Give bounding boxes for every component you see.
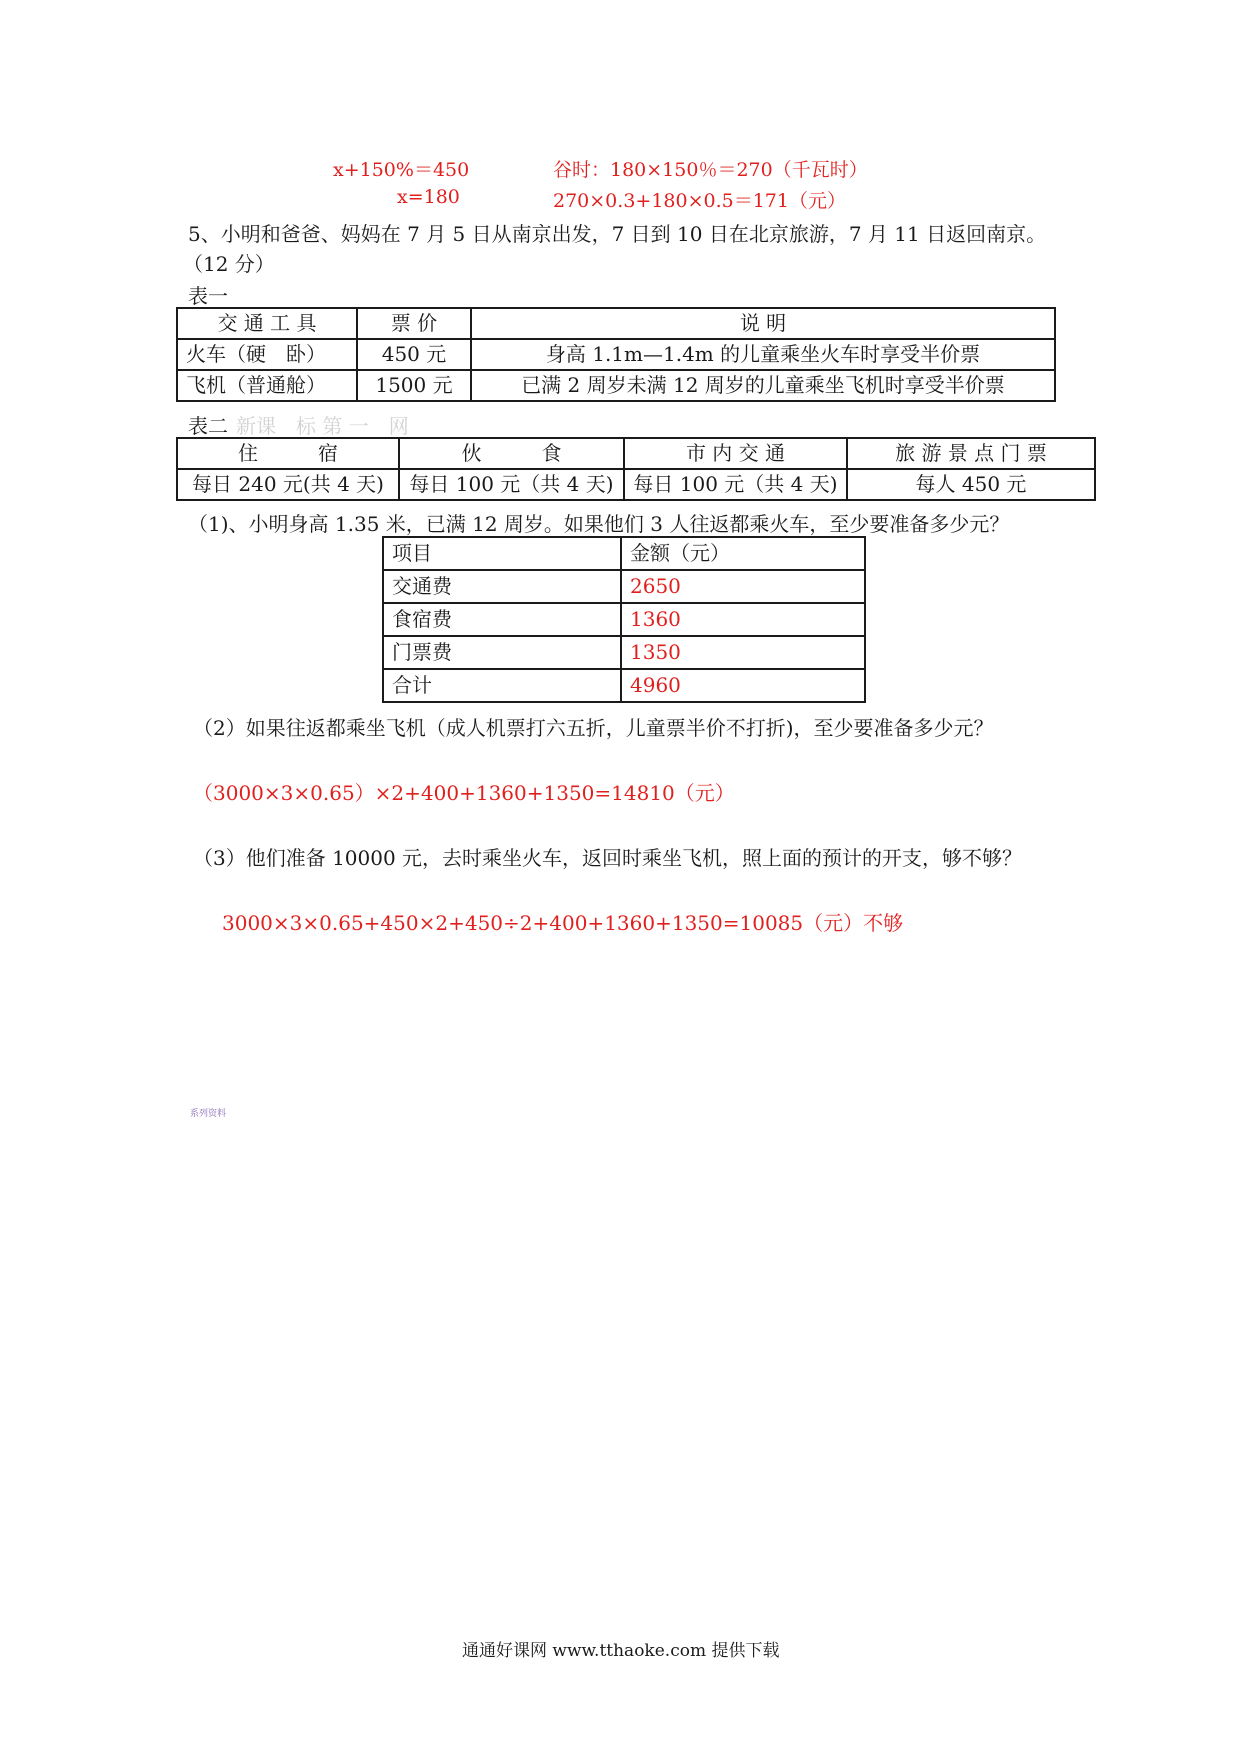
table1-header-cell: 说 明	[471, 308, 1055, 339]
cost-table	[382, 536, 866, 703]
table2-header-cell: 住 宿	[177, 438, 399, 469]
table2-cell: 每日 100 元（共 4 天)	[399, 469, 624, 500]
cost-table-header-cell: 金额（元）	[621, 537, 865, 570]
table2-header-cell: 旅 游 景 点 门 票	[847, 438, 1095, 469]
table2-header-cell: 市 内 交 通	[624, 438, 847, 469]
cost-item-value: 2650	[621, 570, 865, 603]
watermark-text: 新课 标 第 一 网	[236, 414, 409, 438]
sub3-answer: 3000×3×0.65+450×2+450÷2+400+1360+1350=10085（元）不够	[222, 911, 904, 935]
solution-right-line1: 谷时：180×150％＝270（千瓦时）	[553, 159, 868, 181]
sub2-question: （2）如果往返都乘坐飞机（成人机票打六五折，儿童票半价不打折)，至少要准备多少元？	[193, 716, 994, 740]
table-row	[177, 339, 1055, 370]
cost-item-value: 1350	[621, 636, 865, 669]
cost-item-label: 合计	[383, 669, 621, 702]
table2-caption: 表二	[188, 414, 228, 438]
table-row	[177, 370, 1055, 401]
solution-left-line2: x=180	[397, 186, 460, 208]
table-row	[383, 669, 865, 702]
cost-item-value: 4960	[621, 669, 865, 702]
table1-cell: 飞机（普通舱）	[177, 370, 357, 401]
table1-header-cell: 交 通 工 具	[177, 308, 357, 339]
table2	[176, 437, 1096, 501]
cost-item-label: 食宿费	[383, 603, 621, 636]
sub1-question: （1)、小明身高 1.35 米，已满 12 周岁。如果他们 3 人往返都乘火车，至少要准备多少元？	[188, 512, 1010, 536]
table1-header-cell: 票 价	[357, 308, 471, 339]
table1-cell: 已满 2 周岁未满 12 周岁的儿童乘坐飞机时享受半价票	[471, 370, 1055, 401]
cost-item-label: 门票费	[383, 636, 621, 669]
table2-header-cell: 伙 食	[399, 438, 624, 469]
footer-text: 通通好课网 www.tthaoke.com 提供下载	[462, 1641, 780, 1661]
question-5-score: （12 分）	[183, 252, 275, 276]
cost-table-header-row	[383, 537, 865, 570]
table2-header-row	[177, 438, 1095, 469]
table2-cell: 每日 240 元(共 4 天)	[177, 469, 399, 500]
sub3-question: （3）他们准备 10000 元，去时乘坐火车，返回时乘坐飞机，照上面的预计的开支，够不够？	[193, 846, 1023, 870]
solution-left-line1: x+150%＝450	[333, 159, 470, 181]
table1-caption: 表一	[188, 284, 228, 308]
table1-header-row	[177, 308, 1055, 339]
cost-item-value: 1360	[621, 603, 865, 636]
cost-item-label: 交通费	[383, 570, 621, 603]
table-row	[177, 469, 1095, 500]
question-5-text: 5、小明和爸爸、妈妈在 7 月 5 日从南京出发，7 日到 10 日在北京旅游，7 月 11 日返回南京。	[188, 222, 1047, 246]
table2-cell: 每日 100 元（共 4 天)	[624, 469, 847, 500]
table-row	[383, 603, 865, 636]
table1-cell: 身高 1.1m—1.4m 的儿童乘坐火车时享受半价票	[471, 339, 1055, 370]
cost-table-header-cell: 项目	[383, 537, 621, 570]
table1-cell: 1500 元	[357, 370, 471, 401]
table1-cell: 450 元	[357, 339, 471, 370]
table2-cell: 每人 450 元	[847, 469, 1095, 500]
table1	[176, 307, 1056, 402]
solution-right-line2: 270×0.3+180×0.5＝171（元）	[553, 190, 846, 212]
table1-cell: 火车（硬 卧）	[177, 339, 357, 370]
table-row	[383, 570, 865, 603]
sub2-answer: （3000×3×0.65）×2+400+1360+1350=14810（元）	[193, 781, 735, 805]
table-row	[383, 636, 865, 669]
small-note: 系列资料	[190, 1109, 227, 1119]
